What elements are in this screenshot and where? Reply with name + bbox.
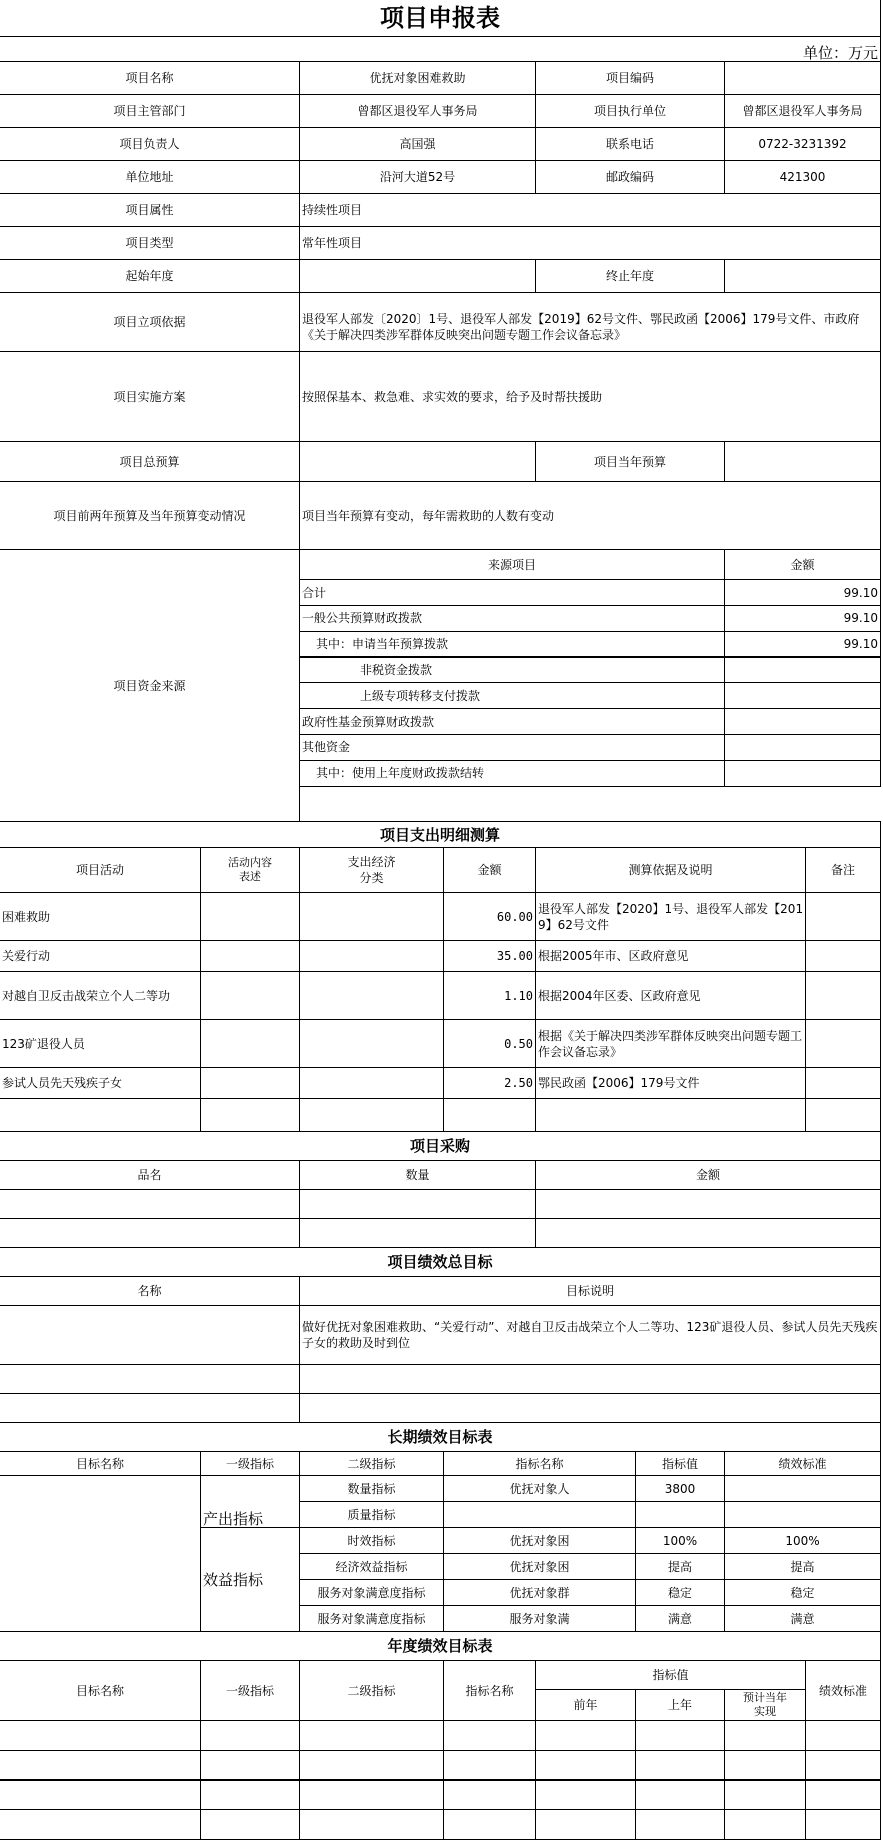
funding-amount-cell: 99.10 — [724, 579, 881, 606]
annual-cell — [805, 1809, 881, 1840]
expense-activity: 困难救助 — [0, 892, 201, 941]
annual-subheader-prev1: 上年 — [635, 1689, 725, 1721]
expense-activity: 123矿退役人员 — [0, 1019, 201, 1068]
long-term-indicator-value: 提高 — [635, 1553, 725, 1580]
budget-change-label: 项目前两年预算及当年预算变动情况 — [0, 481, 300, 550]
funding-amount-cell: 99.10 — [724, 605, 881, 632]
total-goal-desc: 做好优抚对象困难救助、“关爱行动”、对越自卫反击战荣立个人二等功、123矿退役人员、参试人员先天残疾子女的救助及时到位 — [299, 1305, 881, 1365]
long-term-indicator-name: 优抚对象群 — [443, 1579, 636, 1606]
funding-amount-cell — [724, 734, 881, 761]
info-row-years — [0, 260, 882, 293]
expense-basis: 根据2004年区委、区政府意见 — [535, 971, 806, 1020]
annual-cell — [635, 1720, 725, 1751]
expense-activity: 参试人员先天残疾子女 — [0, 1067, 201, 1099]
funding-amount-cell: 99.10 — [724, 631, 881, 658]
total-budget-value — [299, 441, 536, 482]
basis-value: 退役军人部发〔2020〕1号、退役军人部发【2019】62号文件、鄂民政函【2006】179号文件、市政府《关于解决四类涉军群体反映突出问题专题工作会议备忘录》 — [299, 292, 881, 352]
long-term-indicator-value: 稳定 — [635, 1579, 725, 1606]
expense-content — [200, 892, 300, 941]
expense-activity: 关爱行动 — [0, 940, 201, 972]
annual-cell — [724, 1750, 806, 1781]
annual-cell — [535, 1809, 636, 1840]
expense-note — [805, 892, 881, 941]
expense-basis: 根据2005年市、区政府意见 — [535, 940, 806, 972]
annual-cell — [635, 1779, 725, 1810]
year-budget-value — [724, 441, 881, 482]
expense-header-row — [0, 848, 882, 893]
long-term-indicator-value: 100% — [635, 1527, 725, 1554]
expense-amount: 60.00 — [443, 892, 536, 941]
expense-row — [0, 1099, 882, 1132]
long-term-header-goal: 目标名称 — [0, 1451, 201, 1476]
total-goal-header-desc: 目标说明 — [299, 1276, 881, 1306]
long-term-standard — [724, 1501, 881, 1528]
procurement-row — [0, 1219, 882, 1248]
expense-basis: 鄂民政函【2006】179号文件 — [535, 1067, 806, 1099]
long-term-indicator-name — [443, 1501, 636, 1528]
expense-activity: 对越自卫反击战荣立个人二等功 — [0, 971, 201, 1020]
phone-label: 联系电话 — [535, 127, 725, 161]
annual-title: 年度绩效目标表 — [0, 1631, 881, 1661]
project-code-label: 项目编码 — [535, 61, 725, 95]
funding-source-cell: 其中：使用上年度财政拨款结转 — [299, 760, 725, 787]
long-term-goal-cell — [0, 1475, 201, 1632]
annual-header-row — [0, 1661, 882, 1721]
start-year-label: 起始年度 — [0, 259, 300, 293]
long-term-header-l2: 二级指标 — [299, 1451, 444, 1476]
expense-header-category: 支出经济 分类 — [299, 847, 444, 893]
zip-label: 邮政编码 — [535, 160, 725, 194]
annual-cell — [535, 1779, 636, 1810]
expense-amount — [443, 1098, 536, 1132]
total-goal-title: 项目绩效总目标 — [0, 1247, 881, 1277]
funding-source-cell: 政府性基金预算财政拨款 — [299, 708, 725, 735]
expense-title-row — [0, 822, 882, 848]
expense-row — [0, 972, 882, 1020]
annual-header-std: 绩效标准 — [805, 1660, 881, 1721]
expense-note — [805, 971, 881, 1020]
annual-cell — [805, 1779, 881, 1810]
info-row-change — [0, 482, 882, 550]
title-row — [0, 0, 882, 37]
start-year-value — [299, 259, 536, 293]
annual-cell — [443, 1720, 536, 1751]
expense-content — [200, 971, 300, 1020]
long-term-indicator-name: 优抚对象困 — [443, 1553, 636, 1580]
total-goal-row — [0, 1394, 882, 1423]
funding-source-cell: 一般公共预算财政拨款 — [299, 605, 725, 632]
expense-category — [299, 892, 444, 941]
annual-cell — [0, 1750, 201, 1781]
expense-row — [0, 941, 882, 972]
expense-category — [299, 1098, 444, 1132]
expense-note — [805, 1067, 881, 1099]
info-row-budget — [0, 442, 882, 482]
address-label: 单位地址 — [0, 160, 300, 194]
long-term-title-row — [0, 1423, 882, 1452]
long-term-l2: 时效指标 — [299, 1527, 444, 1554]
annual-row — [0, 1751, 882, 1780]
dept-value: 曾都区退役军人事务局 — [299, 94, 536, 128]
annual-cell — [0, 1809, 201, 1840]
long-term-body — [0, 1476, 882, 1632]
address-value: 沿河大道52号 — [299, 160, 536, 194]
annual-cell — [299, 1720, 444, 1751]
expense-content — [200, 1098, 300, 1132]
long-term-standard: 100% — [724, 1527, 881, 1554]
info-row-attr — [0, 194, 882, 227]
long-term-header-name: 指标名称 — [443, 1451, 636, 1476]
info-row-plan — [0, 352, 882, 442]
expense-amount: 35.00 — [443, 940, 536, 972]
info-row-address — [0, 161, 882, 194]
long-term-indicator-value: 满意 — [635, 1605, 725, 1632]
long-term-l1-output: 产出指标 — [200, 1475, 300, 1528]
end-year-value — [724, 259, 881, 293]
long-term-l1-benefit: 效益指标 — [200, 1527, 300, 1632]
long-term-indicator-name: 优抚对象人 — [443, 1475, 636, 1502]
annual-cell — [635, 1809, 725, 1840]
procurement-header-amount: 金额 — [535, 1160, 881, 1190]
info-row-dept — [0, 95, 882, 128]
funding-source-cell: 其中：申请当年预算拨款 — [299, 631, 725, 658]
long-term-l2: 服务对象满意度指标 — [299, 1605, 444, 1632]
long-term-header-l1: 一级指标 — [200, 1451, 300, 1476]
annual-cell — [0, 1779, 201, 1810]
phone-value: 0722-3231392 — [724, 127, 881, 161]
long-term-l2: 质量指标 — [299, 1501, 444, 1528]
funding-amount-cell — [724, 682, 881, 709]
expense-amount: 1.10 — [443, 971, 536, 1020]
annual-cell — [805, 1750, 881, 1781]
owner-label: 项目负责人 — [0, 127, 300, 161]
expense-category — [299, 940, 444, 972]
expense-content — [200, 940, 300, 972]
expense-header-note: 备注 — [805, 847, 881, 893]
info-row-owner — [0, 128, 882, 161]
annual-title-row — [0, 1632, 882, 1661]
annual-cell — [724, 1809, 806, 1840]
total-goal-header-name: 名称 — [0, 1276, 300, 1306]
expense-basis: 退役军人部发【2020】1号、退役军人部发【2019】62号文件 — [535, 892, 806, 941]
long-term-standard: 提高 — [724, 1553, 881, 1580]
exec-unit-label: 项目执行单位 — [535, 94, 725, 128]
funding-amount-cell — [724, 708, 881, 735]
expense-category — [299, 1067, 444, 1099]
expense-row — [0, 893, 882, 941]
annual-cell — [724, 1779, 806, 1810]
funding-col-amount: 金额 — [724, 549, 881, 580]
long-term-indicator-value — [635, 1501, 725, 1528]
annual-cell — [443, 1779, 536, 1810]
long-term-standard — [724, 1475, 881, 1502]
long-term-indicator-name: 服务对象满 — [443, 1605, 636, 1632]
expense-category — [299, 971, 444, 1020]
expense-note — [805, 1019, 881, 1068]
annual-cell — [535, 1750, 636, 1781]
long-term-standard: 稳定 — [724, 1579, 881, 1606]
annual-cell — [200, 1779, 300, 1810]
expense-note — [805, 1098, 881, 1132]
total-goal-header-row — [0, 1277, 882, 1306]
exec-unit-value: 曾都区退役军人事务局 — [724, 94, 881, 128]
annual-header-goal: 目标名称 — [0, 1660, 201, 1721]
owner-value: 高国强 — [299, 127, 536, 161]
long-term-l2: 数量指标 — [299, 1475, 444, 1502]
annual-header-l1: 一级指标 — [200, 1660, 300, 1721]
expense-row — [0, 1020, 882, 1068]
procurement-header-row — [0, 1161, 882, 1190]
long-term-header-row — [0, 1452, 882, 1476]
expense-category — [299, 1019, 444, 1068]
annual-cell — [299, 1779, 444, 1810]
plan-value: 按照保基本、救急难、求实效的要求，给予及时帮扶援助 — [299, 351, 881, 442]
zip-value: 421300 — [724, 160, 881, 194]
annual-cell — [299, 1750, 444, 1781]
long-term-indicator-value: 3800 — [635, 1475, 725, 1502]
funding-source-cell: 上级专项转移支付拨款 — [299, 682, 725, 709]
expense-content — [200, 1019, 300, 1068]
annual-cell — [299, 1809, 444, 1840]
funding-source-cell: 合计 — [299, 579, 725, 606]
budget-change-value: 项目当年预算有变动，每年需救助的人数有变动 — [299, 481, 881, 550]
attr-label: 项目属性 — [0, 193, 300, 227]
project-name-value: 优抚对象困难救助 — [299, 61, 536, 95]
expense-content — [200, 1067, 300, 1099]
annual-row — [0, 1810, 882, 1839]
basis-label: 项目立项依据 — [0, 292, 300, 352]
info-row-type — [0, 227, 882, 260]
annual-cell — [724, 1720, 806, 1751]
annual-cell — [0, 1720, 201, 1751]
unit-row — [0, 37, 882, 62]
page-title: 项目申报表 — [0, 0, 881, 37]
long-term-header-value: 指标值 — [635, 1451, 725, 1476]
total-goal-title-row — [0, 1248, 882, 1277]
funding-amount-cell — [724, 656, 881, 683]
project-code-value — [724, 61, 881, 95]
procurement-row — [0, 1190, 882, 1219]
year-budget-label: 项目当年预算 — [535, 441, 725, 482]
project-name-label: 项目名称 — [0, 61, 300, 95]
end-year-label: 终止年度 — [535, 259, 725, 293]
annual-cell — [200, 1720, 300, 1751]
expense-header-basis: 测算依据及说明 — [535, 847, 806, 893]
annual-cell — [535, 1720, 636, 1751]
annual-cell — [443, 1809, 536, 1840]
annual-header-name: 指标名称 — [443, 1660, 536, 1721]
expense-amount: 0.50 — [443, 1019, 536, 1068]
annual-subheader-expected: 预计当年 实现 — [724, 1689, 806, 1721]
long-term-indicator-name: 优抚对象困 — [443, 1527, 636, 1554]
expense-basis — [535, 1098, 806, 1132]
expense-row — [0, 1068, 882, 1099]
expense-header-content: 活动内容 表述 — [200, 847, 300, 893]
annual-cell — [200, 1809, 300, 1840]
annual-cell — [443, 1750, 536, 1781]
funding-source-cell: 非税资金拨款 — [299, 656, 725, 683]
expense-basis: 根据《关于解决四类涉军群体反映突出问题专题工作会议备忘录》 — [535, 1019, 806, 1068]
long-term-l2: 服务对象满意度指标 — [299, 1579, 444, 1606]
annual-cell — [200, 1750, 300, 1781]
total-goal-row — [0, 1306, 882, 1365]
attr-value: 持续性项目 — [299, 193, 881, 227]
funding-section — [0, 550, 882, 822]
long-term-header-std: 绩效标准 — [724, 1451, 881, 1476]
annual-cell — [805, 1720, 881, 1751]
plan-label: 项目实施方案 — [0, 351, 300, 442]
total-budget-label: 项目总预算 — [0, 441, 300, 482]
procurement-title: 项目采购 — [0, 1131, 881, 1161]
expense-title: 项目支出明细测算 — [0, 821, 881, 848]
annual-row — [0, 1780, 882, 1809]
funding-label: 项目资金来源 — [0, 549, 300, 822]
expense-header-amount: 金额 — [443, 847, 536, 893]
annual-header-l2: 二级指标 — [299, 1660, 444, 1721]
procurement-title-row — [0, 1132, 882, 1161]
annual-row — [0, 1721, 882, 1750]
long-term-title: 长期绩效目标表 — [0, 1422, 881, 1452]
info-row-name — [0, 62, 882, 95]
long-term-l2: 经济效益指标 — [299, 1553, 444, 1580]
total-goal-row — [0, 1365, 882, 1394]
info-row-basis — [0, 293, 882, 352]
procurement-header-qty: 数量 — [299, 1160, 536, 1190]
long-term-standard: 满意 — [724, 1605, 881, 1632]
unit-label: 单位：万元 — [0, 36, 881, 62]
dept-label: 项目主管部门 — [0, 94, 300, 128]
expense-header-activity: 项目活动 — [0, 847, 201, 893]
funding-source-cell: 其他资金 — [299, 734, 725, 761]
funding-amount-cell — [724, 760, 881, 787]
annual-header-value: 指标值 — [535, 1660, 806, 1690]
expense-amount: 2.50 — [443, 1067, 536, 1099]
type-label: 项目类型 — [0, 226, 300, 260]
type-value: 常年性项目 — [299, 226, 881, 260]
expense-note — [805, 940, 881, 972]
procurement-header-item: 品名 — [0, 1160, 300, 1190]
annual-subheader-prev2: 前年 — [535, 1689, 636, 1721]
funding-col-source: 来源项目 — [299, 549, 725, 580]
expense-activity — [0, 1098, 201, 1132]
annual-cell — [635, 1750, 725, 1781]
